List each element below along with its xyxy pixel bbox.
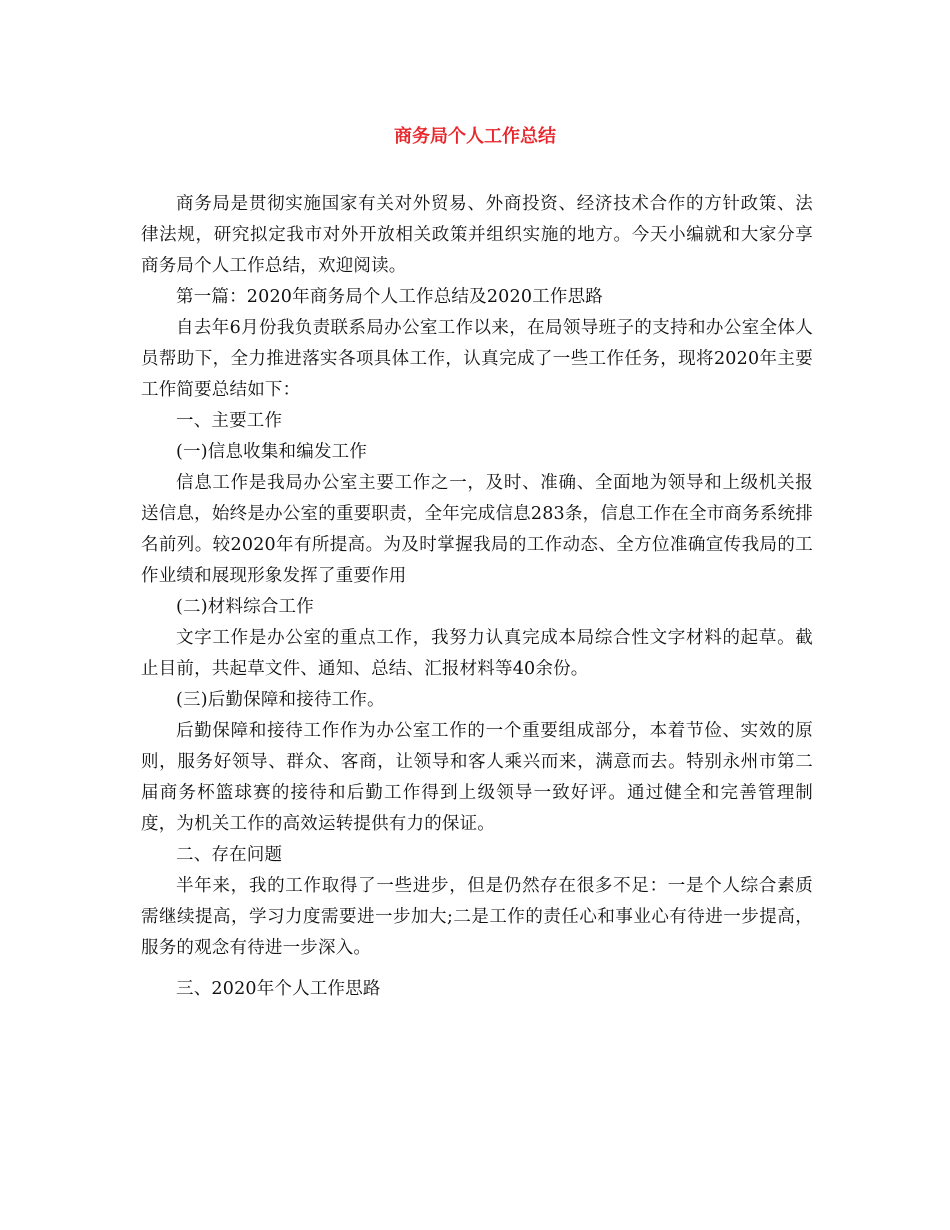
section-heading-plan: 三、2020年个人工作思路 (176, 979, 381, 999)
subsection-heading-logistics: (三)后勤保障和接待工作。 (176, 690, 385, 710)
problems-paragraph: 半年来，我的工作取得了一些进步，但是仍然存在很多不足：一是个人综合素质需继续提高，学习力度需要进一步加大;二是工作的责任心和事业心有待进一步提高，服务的观念有待进一步深入。 (141, 876, 813, 958)
info-work-paragraph: 信息工作是我局办公室主要工作之一，及时、准确、全面地为领导和上级机关报送信息，始终是办公室的重要职责，全年完成信息283条，信息工作在全市商务系统排名前列。较2020年有所提高。为及时掌握我局的工作动态、全方位准确宣传我局的工作业绩和展现形象发挥了重要作用 (141, 473, 813, 586)
materials-paragraph: 文字工作是办公室的重点工作，我努力认真完成本局综合性文字材料的起草。截止目前，共起草文件、通知、总结、汇报材料等40余份。 (141, 628, 813, 679)
section-heading-main-work: 一、主要工作 (176, 411, 283, 431)
document-title: 商务局个人工作总结 (394, 126, 556, 147)
intro-paragraph: 商务局是贯彻实施国家有关对外贸易、外商投资、经济技术合作的方针政策、法律法规，研究拟定我市对外开放相关政策并组织实施的地方。今天小编就和大家分享商务局个人工作总结，欢迎阅读。 (141, 194, 813, 276)
document-body (141, 189, 813, 1005)
logistics-paragraph: 后勤保障和接待工作作为办公室工作的一个重要组成部分，本着节俭、实效的原则，服务好领导、群众、客商，让领导和客人乘兴而来，满意而去。特别永州市第二届商务杯篮球赛的接待和后勤工作得到上级领导一致好评。通过健全和完善管理制度，为机关工作的高效运转提供有力的保证。 (141, 721, 813, 834)
section-heading-problems: 二、存在问题 (176, 845, 283, 865)
chapter-heading: 第一篇：2020年商务局个人工作总结及2020工作思路 (176, 287, 603, 307)
subsection-heading-materials: (二)材料综合工作 (176, 597, 314, 617)
subsection-heading-info: (一)信息收集和编发工作 (176, 442, 368, 462)
summary-paragraph: 自去年6月份我负责联系局办公室工作以来，在局领导班子的支持和办公室全体人员帮助下，全力推进落实各项具体工作，认真完成了一些工作任务，现将2020年主要工作简要总结如下： (141, 318, 813, 400)
